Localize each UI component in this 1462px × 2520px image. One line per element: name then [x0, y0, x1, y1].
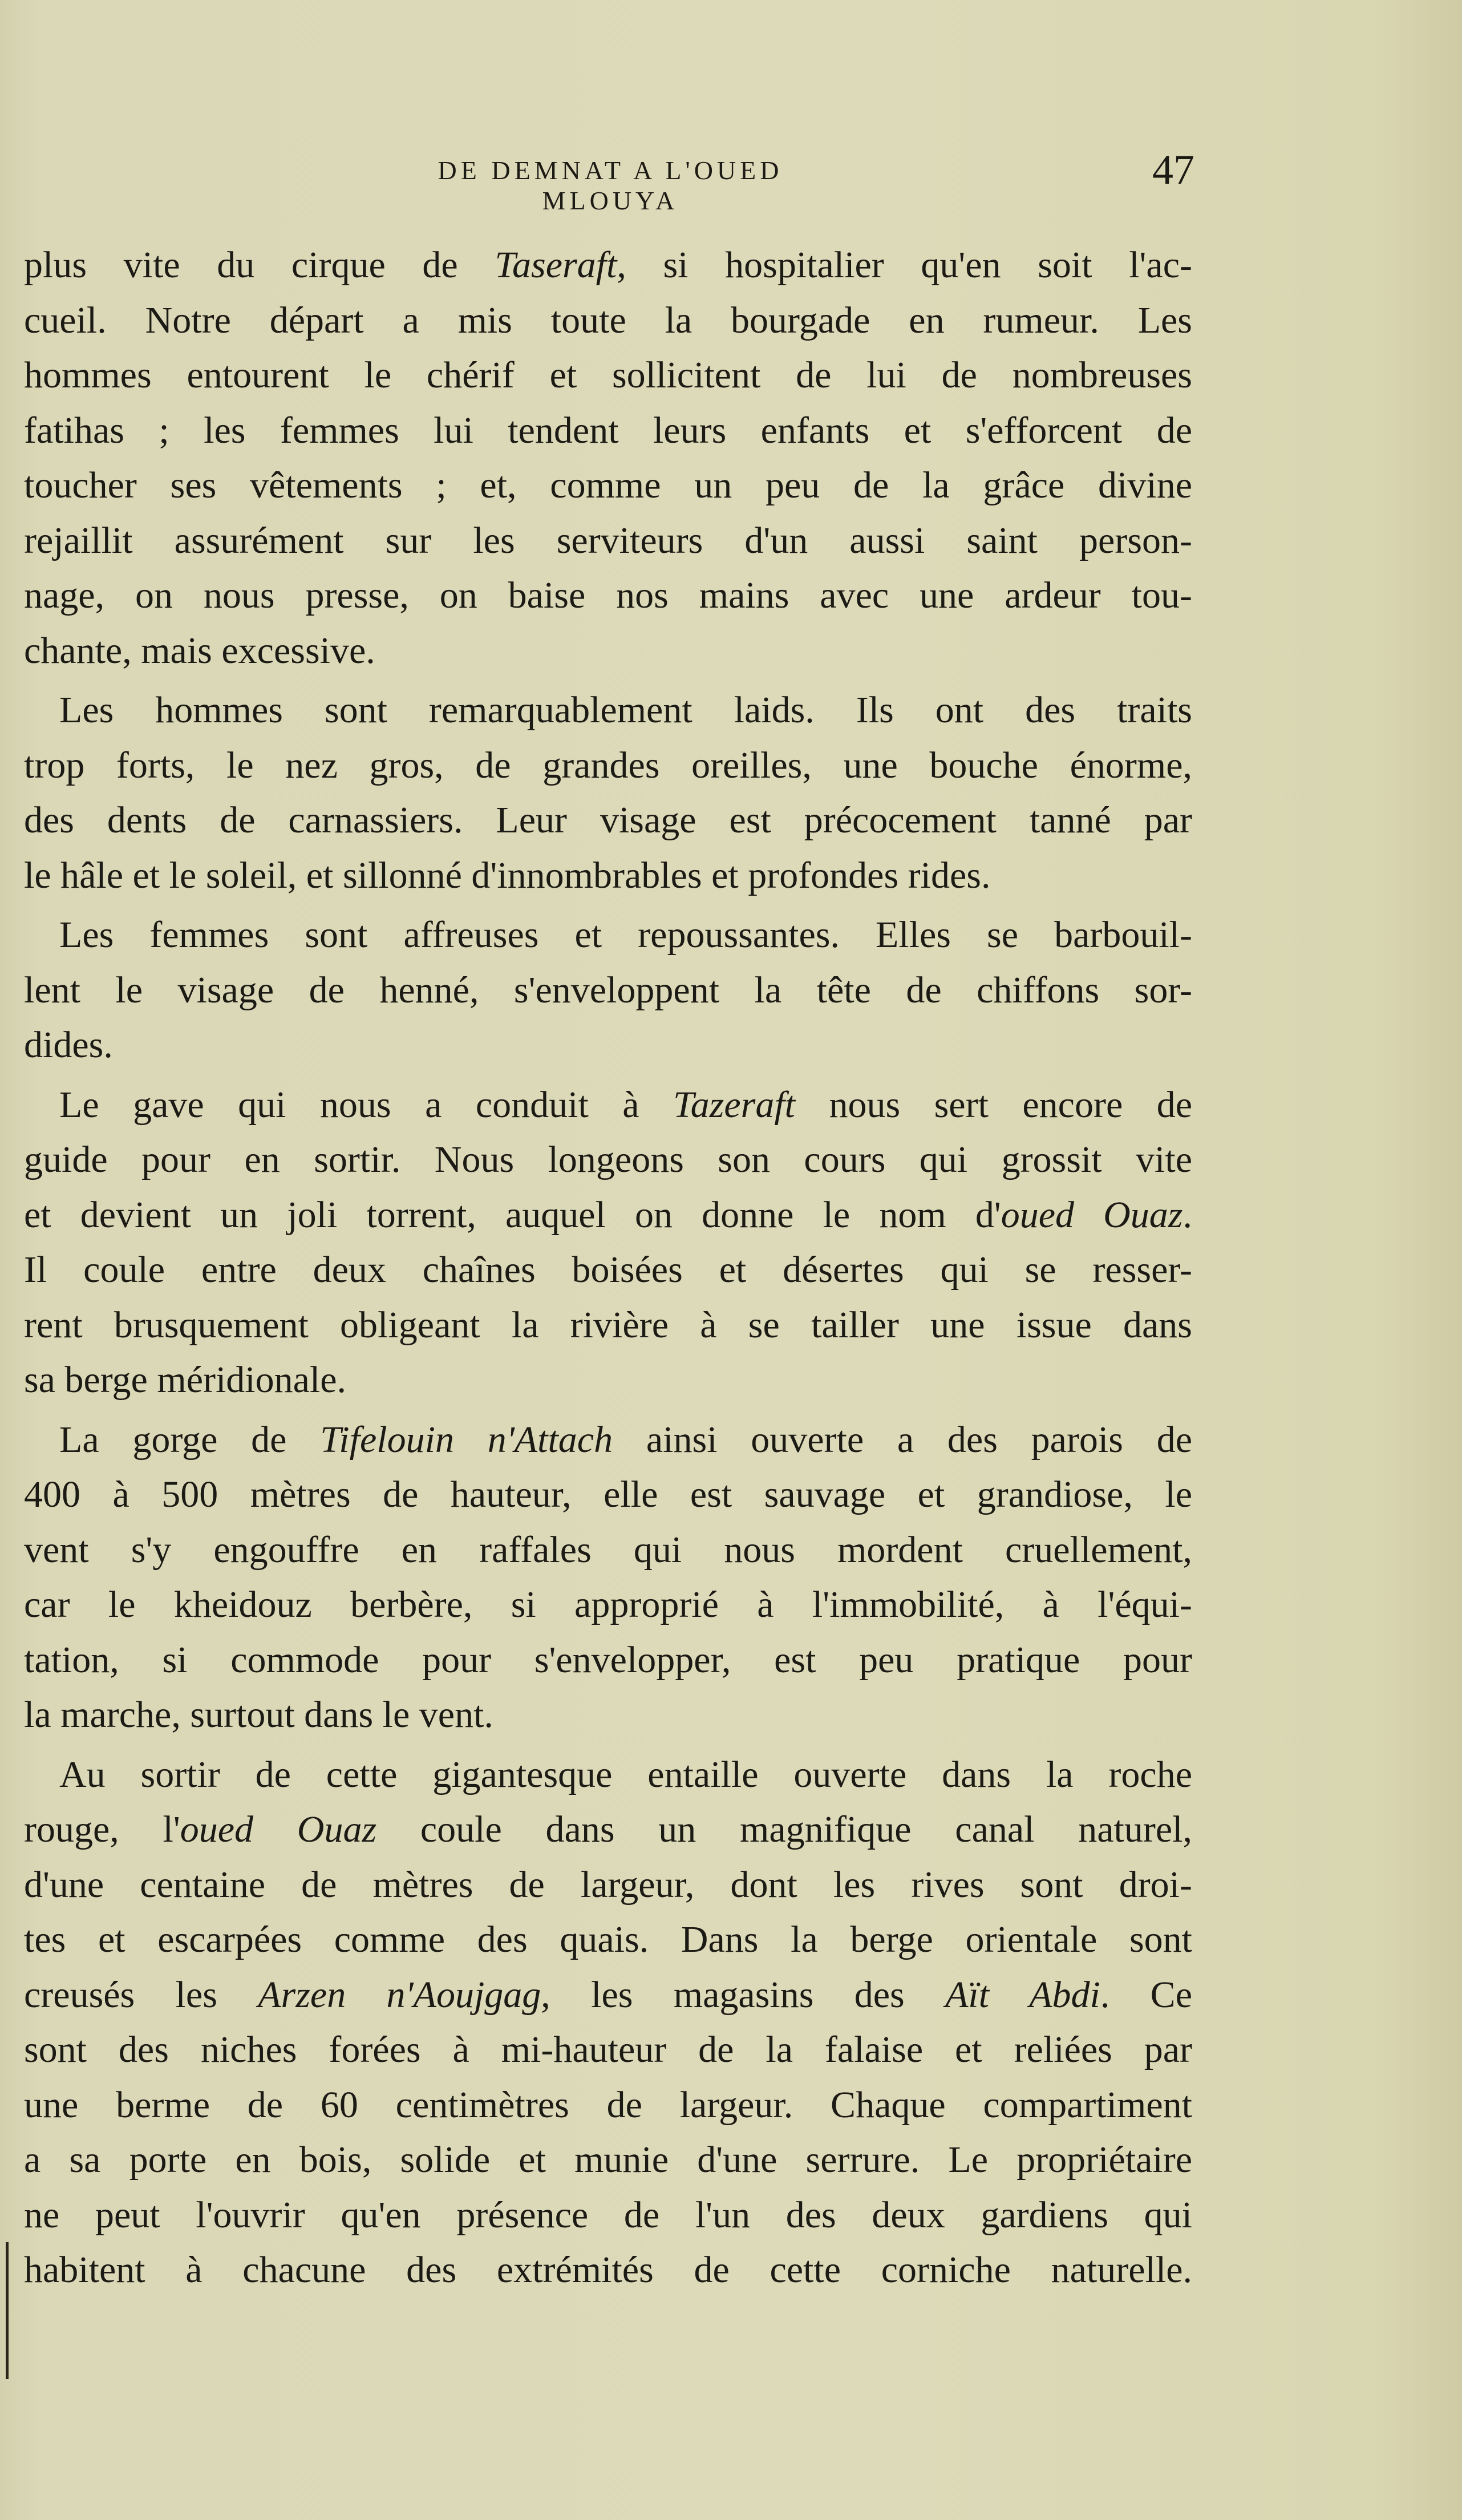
text: rouge, l' [24, 1809, 180, 1850]
text: , les magasins des [541, 1973, 946, 2016]
text: d'une centaine de mètres de largeur, dont les rives sont droi- [24, 1863, 1192, 1906]
text-line [24, 1132, 1192, 1188]
body-text [24, 238, 1192, 2298]
paragraph [24, 908, 1192, 1073]
text-line [24, 348, 1192, 403]
text-line [24, 793, 1192, 848]
paragraph [24, 683, 1192, 903]
text: dides. [24, 1024, 113, 1066]
text: 400 à 500 mètres de hauteur, elle est sauvage et grandiose, le [24, 1474, 1192, 1515]
text-line [24, 1858, 1192, 1913]
text: . Ce [1100, 1973, 1192, 2016]
text: toucher ses vêtements ; et, comme un peu de la grâce divine [24, 464, 1192, 506]
text: ne peut l'ouvrir qu'en présence de l'un des deux gardiens qui [24, 2194, 1192, 2236]
text: vent s'y engouffre en raffales qui nous mordent cruellement, [24, 1528, 1192, 1571]
text-line [24, 1078, 1192, 1133]
text-line [24, 1748, 1192, 1803]
page-header [0, 147, 1462, 215]
text-line [24, 738, 1192, 794]
scan-artifact [6, 2242, 9, 2379]
text: plus vite du cirque de [24, 244, 495, 286]
text-line [24, 1188, 1192, 1243]
italic-text: Tifelouin n'Attach [320, 1418, 613, 1461]
text-line [24, 2023, 1192, 2078]
paragraph [24, 1413, 1192, 1743]
paragraph [24, 238, 1192, 678]
text-line [24, 403, 1192, 459]
text-line [24, 1688, 1192, 1743]
text: nage, on nous presse, on baise nos mains avec une ardeur tou- [24, 575, 1192, 616]
text-line [24, 2078, 1192, 2133]
paragraph [24, 1078, 1192, 1408]
italic-text: oued Ouaz [1001, 1194, 1183, 1236]
page-number: 47 [1152, 147, 1194, 193]
text-line [24, 1018, 1192, 1073]
italic-text: Taseraft [495, 244, 617, 286]
text: Il coule entre deux chaînes boisées et désertes qui se resser- [24, 1249, 1192, 1291]
text: tation, si commode pour s'envelopper, est peu pratique pour [24, 1639, 1192, 1681]
text: fatihas ; les femmes lui tendent leurs enfants et s'efforcent de [24, 409, 1192, 451]
text-line [24, 513, 1192, 569]
text: des dents de carnassiers. Leur visage est précocement tanné par [24, 799, 1192, 841]
text: sa berge méridionale. [24, 1359, 347, 1401]
text: car le kheidouz berbère, si approprié à l'immobilité, à l'équi- [24, 1584, 1192, 1625]
text: Le gave qui nous a conduit à [59, 1083, 674, 1126]
text: cueil. Notre départ a mis toute la bourgade en rumeur. Les [24, 299, 1192, 341]
text: trop forts, le nez gros, de grandes oreilles, une bouche énorme, [24, 744, 1192, 786]
text: la marche, surtout dans le vent. [24, 1694, 493, 1736]
text-line [24, 624, 1192, 679]
text-line [24, 1413, 1192, 1468]
text-line [24, 568, 1192, 624]
text: rejaillit assurément sur les serviteurs d'un aussi saint person- [24, 519, 1192, 561]
italic-text: Arzen n'Aoujgag [258, 1973, 541, 2016]
text: une berme de 60 centimètres de largeur. Chaque compartiment [24, 2084, 1192, 2126]
text-line [24, 683, 1192, 738]
text: rent brusquement obligeant la rivière à se tailler une issue dans [24, 1304, 1192, 1346]
text-line [24, 238, 1192, 293]
text-line [24, 1467, 1192, 1523]
text-line [24, 1523, 1192, 1578]
text-line [24, 2133, 1192, 2188]
text: tes et escarpées comme des quais. Dans la berge orientale sont [24, 1919, 1192, 1960]
text: et devient un joli torrent, auquel on donne le nom d' [24, 1194, 1001, 1236]
text-line [24, 1577, 1192, 1633]
text-line [24, 1912, 1192, 1968]
italic-text: oued Ouaz [180, 1809, 377, 1850]
text: , si hospitalier qu'en soit l'ac- [617, 244, 1192, 286]
text-line [24, 1243, 1192, 1298]
text-line [24, 1968, 1192, 2023]
text-line [24, 2188, 1192, 2243]
text: creusés les [24, 1973, 258, 2016]
text: sont des niches forées à mi-hauteur de la falaise et reliées par [24, 2029, 1192, 2070]
text-line [24, 1802, 1192, 1858]
text: guide pour en sortir. Nous longeons son cours qui grossit vite [24, 1139, 1192, 1180]
text: nous sert encore de [795, 1083, 1193, 1126]
text-line [24, 458, 1192, 513]
text: . [1182, 1194, 1192, 1236]
text-line [24, 1298, 1192, 1353]
running-title: DE DEMNAT A L'OUED MLOUYA [438, 156, 783, 215]
text-line [24, 908, 1192, 963]
italic-text: Tazeraft [673, 1083, 796, 1126]
text: hommes entourent le chérif et sollicitent de lui de nombreuses [24, 354, 1192, 396]
text-line [24, 1633, 1192, 1688]
italic-text: Aït Abdi [945, 1973, 1100, 2016]
text: lent le visage de henné, s'enveloppent la tête de chiffons sor- [24, 969, 1192, 1011]
text-line [24, 1353, 1192, 1408]
text: Au sortir de cette gigantesque entaille ouverte dans la roche [59, 1753, 1192, 1795]
text: chante, mais excessive. [24, 629, 375, 672]
text: Les femmes sont affreuses et repoussantes. Elles se barbouil- [59, 914, 1192, 956]
text: habitent à chacune des extrémités de cette corniche naturelle. [24, 2249, 1192, 2291]
text: coule dans un magnifique canal naturel, [376, 1809, 1192, 1850]
text: La gorge de [59, 1418, 321, 1461]
text-line [24, 2243, 1192, 2298]
text-line [24, 963, 1192, 1018]
text: Les hommes sont remarquablement laids. Ils ont des traits [59, 689, 1192, 731]
text-line [24, 293, 1192, 349]
text: a sa porte en bois, solide et munie d'une serrure. Le propriétaire [24, 2139, 1192, 2181]
text: ainsi ouverte a des parois de [613, 1418, 1193, 1461]
paragraph [24, 1748, 1192, 2298]
text: le hâle et le soleil, et sillonné d'innombrables et profondes rides. [24, 854, 991, 896]
text-line [24, 848, 1192, 904]
